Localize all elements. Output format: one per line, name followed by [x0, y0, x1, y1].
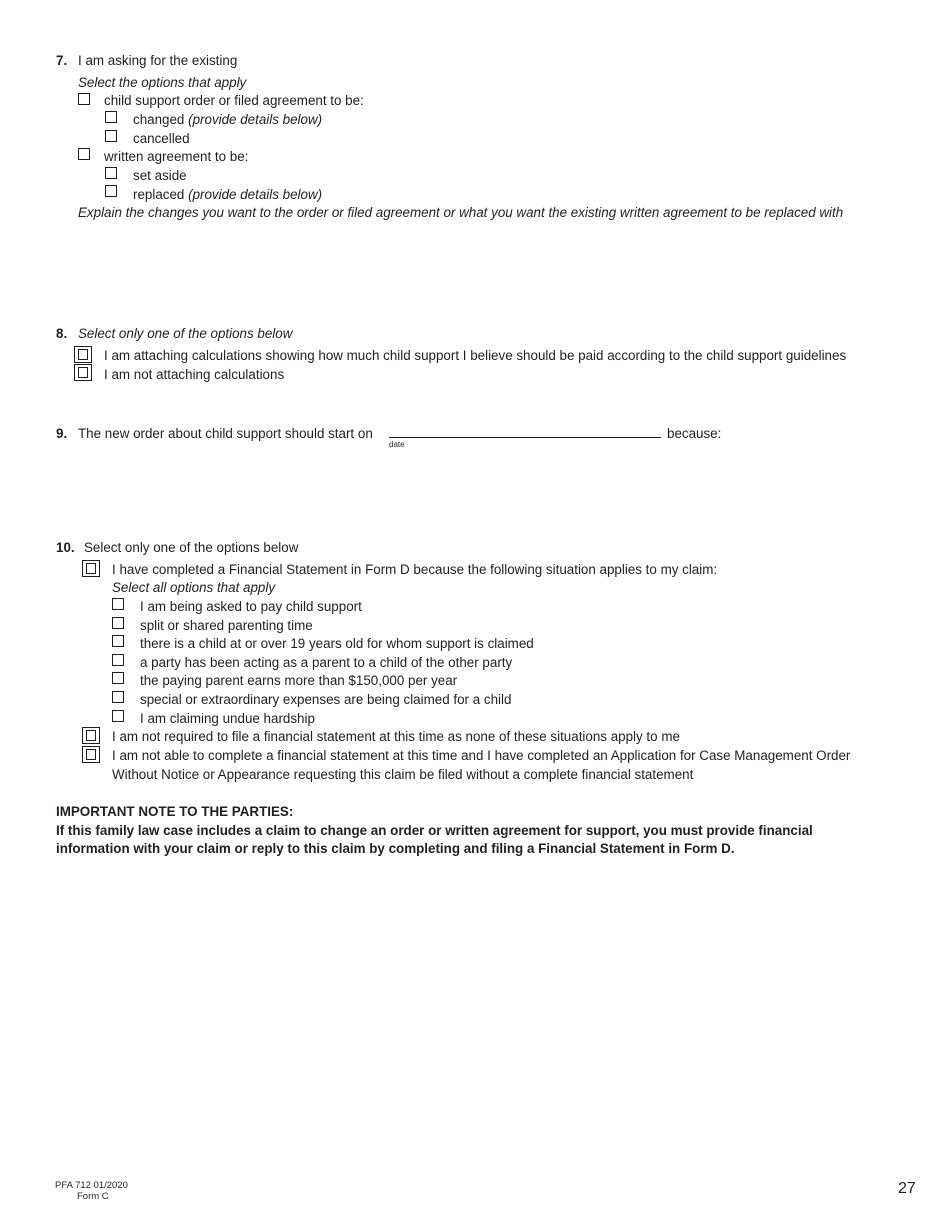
q10-situation-checkbox[interactable] — [112, 635, 124, 647]
q10-situation-checkbox[interactable] — [112, 598, 124, 610]
q10-completed-label: I have completed a Financial Statement in Form D because the following situation applies to my claim: — [112, 562, 718, 577]
q7-instruction: Select the options that apply — [78, 75, 247, 90]
q10-not-required-label: I am not required to file a financial statement at this time as none of these situations apply to me — [112, 729, 680, 744]
q8-not-attaching-label: I am not attaching calculations — [104, 367, 285, 382]
q9-date-label: date — [389, 440, 405, 449]
q10-situation-checkbox[interactable] — [112, 654, 124, 666]
q10-situation-checkbox[interactable] — [112, 617, 124, 629]
q9-date-line[interactable] — [389, 437, 661, 438]
q10-situation-label: a party has been acting as a parent to a child of the other party — [140, 655, 513, 670]
q10-not-required-radio[interactable] — [82, 727, 100, 744]
q10-not-able-label-line1: I am not able to complete a financial statement at this time and I have completed an Application for Case Management Order — [112, 748, 851, 763]
q10-situation-label: split or shared parenting time — [140, 618, 313, 633]
q10-situation-label: I am claiming undue hardship — [140, 711, 315, 726]
q8-number: 8. — [56, 326, 68, 341]
q10-not-able-label-line2: Without Notice or Appearance requesting this claim be filed without a complete financial statement — [112, 767, 694, 782]
q10-situation-checkbox[interactable] — [112, 710, 124, 722]
q7-changed-checkbox[interactable] — [105, 111, 117, 123]
q8-instruction: Select only one of the options below — [78, 326, 293, 341]
q10-situation-label: I am being asked to pay child support — [140, 599, 362, 614]
note-heading: IMPORTANT NOTE TO THE PARTIES: — [56, 804, 294, 819]
q8-attaching-radio[interactable] — [74, 346, 92, 363]
q7-order-label: child support order or filed agreement to be: — [104, 93, 364, 108]
q10-number: 10. — [56, 540, 75, 555]
note-line2: information with your claim or reply to this claim by completing and filing a Financial Statement in Form D. — [56, 841, 735, 856]
footer-form-code: PFA 712 01/2020 — [55, 1180, 128, 1191]
q10-situation-label: the paying parent earns more than $150,000 per year — [140, 673, 458, 688]
q10-situation-checkbox[interactable] — [112, 691, 124, 703]
page-number: 27 — [898, 1180, 916, 1197]
q10-situation-label: there is a child at or over 19 years old for whom support is claimed — [140, 636, 534, 651]
q9-reason-field[interactable] — [78, 448, 888, 532]
q7-replaced-checkbox[interactable] — [105, 185, 117, 197]
q8-attaching-label: I am attaching calculations showing how much child support I believe should be paid according to the child support guidelines — [104, 348, 847, 363]
q9-number: 9. — [56, 426, 68, 441]
q10-situation-checkbox[interactable] — [112, 672, 124, 684]
q7-cancelled-checkbox[interactable] — [105, 130, 117, 142]
q7-changed-label: changed (provide details below) — [133, 112, 323, 127]
q10-not-able-radio[interactable] — [82, 746, 100, 763]
q10-completed-radio[interactable] — [82, 560, 100, 577]
q10-sub-instruction: Select all options that apply — [112, 580, 276, 595]
q7-number: 7. — [56, 53, 68, 68]
q10-situation-label: special or extraordinary expenses are being claimed for a child — [140, 692, 512, 707]
q7-intro: I am asking for the existing — [78, 53, 238, 68]
note-line1: If this family law case includes a claim to change an order or written agreement for support, you must provide financial — [56, 823, 813, 838]
q7-set-aside-checkbox[interactable] — [105, 167, 117, 179]
q7-set-aside-label: set aside — [133, 168, 187, 183]
q7-cancelled-label: cancelled — [133, 131, 190, 146]
q9-because: because: — [667, 426, 722, 441]
q9-text: The new order about child support should start on — [78, 426, 373, 441]
q7-written-checkbox[interactable] — [78, 148, 90, 160]
q7-written-label: written agreement to be: — [104, 149, 249, 164]
q8-not-attaching-radio[interactable] — [74, 364, 92, 381]
q7-explain-field[interactable] — [78, 224, 888, 316]
q10-instruction: Select only one of the options below — [84, 540, 299, 555]
q7-replaced-label: replaced (provide details below) — [133, 187, 323, 202]
footer-form-name: Form C — [77, 1191, 109, 1202]
q7-order-checkbox[interactable] — [78, 93, 90, 105]
q7-explain-prompt: Explain the changes you want to the order or filed agreement or what you want the existing written agreement to be replaced with — [78, 205, 844, 220]
